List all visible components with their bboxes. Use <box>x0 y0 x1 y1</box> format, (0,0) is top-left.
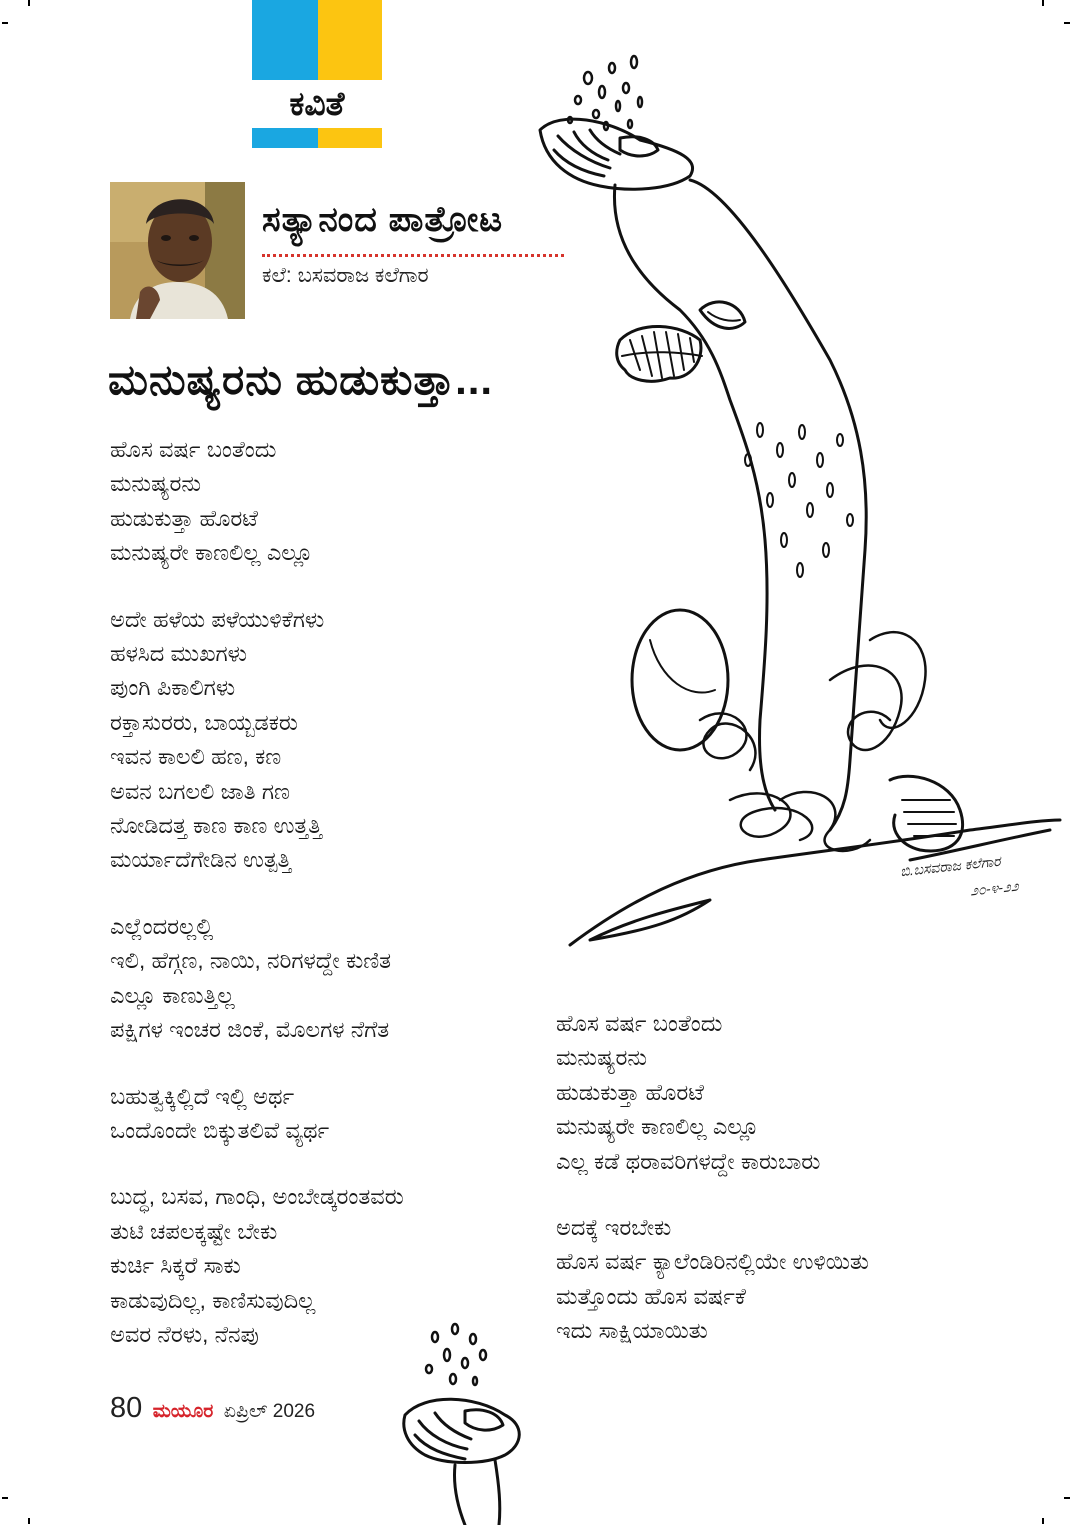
poem-line: ಹುಡುಕುತ್ತಾ ಹೊರಟೆ <box>556 1079 704 1105</box>
conch-illustration <box>395 1315 525 1525</box>
crop-mark <box>28 0 30 6</box>
poem-line: ಅದೇ ಹಳೆಯ ಪಳೆಯುಳಿಕೆಗಳು <box>110 606 325 632</box>
page-number: 80 <box>110 1392 143 1424</box>
stanza <box>556 1211 996 1349</box>
stanza <box>110 910 530 1048</box>
line-art-figure <box>530 40 1065 960</box>
poem-line: ಮನುಷ್ಯರೇ ಕಾಣಲಿಲ್ಲ ಎಲ್ಲೂ <box>556 1114 759 1140</box>
tab-blue-bar <box>252 128 318 148</box>
magazine-name: ಮಯೂರ <box>152 1401 214 1422</box>
poem-column-right <box>556 1007 996 1381</box>
section-tab <box>252 0 382 148</box>
poem-line: ಮನುಷ್ಯರನು <box>110 471 202 497</box>
poem-line: ಕಾಡುವುದಿಲ್ಲ, ಕಾಣಿಸುವುದಿಲ್ಲ <box>110 1287 316 1313</box>
artist-signature: ಬಿ.ಬಸವರಾಜ ಕಲೆಗಾರ <box>899 852 1002 880</box>
author-name: ಸತ್ಯಾನಂದ ಪಾತ್ರೋಟ <box>262 200 504 239</box>
poem-line: ಎಲ್ಲ ಕಡೆ ಥರಾವರಿಗಳದ್ದೇ ಕಾರುಬಾರು <box>556 1148 821 1174</box>
crop-mark <box>1042 1518 1044 1524</box>
crop-mark <box>1042 0 1044 6</box>
crop-mark <box>28 1518 30 1524</box>
poem-line: ತುಟಿ ಚಪಲಕ್ಕಷ್ಟೇ ಬೇಕು <box>110 1218 278 1244</box>
poem-line: ಮನುಷ್ಯರನು <box>556 1045 648 1071</box>
poem-line: ಅವನ ಬಗಲಲಿ ಜಾತಿ ಗಣ <box>110 778 290 804</box>
poem-line: ಹುಡುಕುತ್ತಾ ಹೊರಟೆ <box>110 505 258 531</box>
author-photo <box>110 182 245 319</box>
poem-line: ಕುರ್ಚಿ ಸಿಕ್ಕರೆ ಸಾಕು <box>110 1253 241 1279</box>
artist-credit: ಕಲೆ: ಬಸವರಾಜ ಕಲೆಗಾರ <box>262 264 429 287</box>
crop-mark <box>2 22 8 24</box>
conch-spray-icon <box>395 1315 525 1525</box>
poem-line: ಮರ್ಯಾದೆಗೇಡಿನ ಉತ್ಪತ್ತಿ <box>110 847 292 873</box>
poem-column-left <box>110 433 530 1384</box>
poem-line: ಪುಂಗಿ ಪಿಕಾಲಿಗಳು <box>110 675 236 701</box>
section-label: ಕವಿತೆ <box>289 85 345 122</box>
poem-line: ಹೊಸ ವರ್ಷ ಕ್ಯಾಲೆಂಡಿರಿನಲ್ಲಿಯೇ ಉಳಿಯಿತು <box>556 1249 869 1275</box>
poem-line: ಪಕ್ಷಿಗಳ ಇಂಚರ ಜಿಂಕೆ, ಮೊಲಗಳ ನೆಗೆತ <box>110 1017 390 1043</box>
poem-line: ರಕ್ತಾಸುರರು, ಬಾಯ್ಬಡಕರು <box>110 709 298 735</box>
poem-line: ಹಳಸಿದ ಮುಖಗಳು <box>110 641 248 667</box>
poem-line: ಹೊಸ ವರ್ಷ ಬಂತೆಂದು <box>110 437 277 462</box>
poem-line: ಮನುಷ್ಯರೇ ಕಾಣಲಿಲ್ಲ ಎಲ್ಲೂ <box>110 540 313 566</box>
poem-line: ಬಹುತ್ವಕ್ಕಿಲ್ಲಿದೆ ಇಲ್ಲಿ ಅರ್ಥ <box>110 1083 295 1109</box>
tab-yellow-block <box>318 0 382 80</box>
stanza <box>556 1007 996 1179</box>
issue-date: ಏಪ್ರಿಲ್ 2026 <box>223 1401 316 1422</box>
poem-line: ಅವರ ನೆರಳು, ನೆನಪು <box>110 1321 259 1347</box>
poem-title: ಮನುಷ್ಯರನು ಹುಡುಕುತ್ತಾ... <box>108 356 494 403</box>
poem-line: ಎಲ್ಲೂ ಕಾಣುತ್ತಿಲ್ಲ <box>110 982 235 1008</box>
poem-line: ಮತ್ತೊಂದು ಹೊಸ ವರ್ಷಕೆ <box>556 1283 746 1309</box>
artist-date: ೨೦-೪-೨೨ <box>969 877 1020 899</box>
author-divider <box>262 254 564 257</box>
tab-blue-block <box>252 0 318 80</box>
poem-line: ಇದು ಸಾಕ್ಷಿಯಾಯಿತು <box>556 1318 708 1344</box>
poem-line: ಇಲಿ, ಹೆಗ್ಗಣ, ನಾಯಿ, ನರಿಗಳದ್ದೇ ಕುಣಿತ <box>110 948 392 974</box>
author-portrait <box>110 182 245 319</box>
stanza <box>110 433 530 571</box>
crop-mark <box>2 1497 8 1499</box>
poem-illustration <box>530 40 1065 960</box>
poem-line: ಒಂದೊಂದೇ ಬಿಕ್ಕುತಲಿವೆ ವ್ಯರ್ಥ <box>110 1117 330 1143</box>
stanza <box>110 603 530 878</box>
poem-line: ಅದಕ್ಕೆ ಇರಬೇಕು <box>556 1215 672 1241</box>
crop-mark <box>1064 1497 1070 1499</box>
tab-yellow-bar <box>318 128 382 148</box>
poem-line: ಇವನ ಕಾಲಲಿ ಹಣ, ಕಣ <box>110 744 282 770</box>
stanza <box>110 1080 530 1149</box>
crop-mark <box>1064 22 1070 24</box>
poem-line: ನೋಡಿದತ್ತ ಕಾಣ ಕಾಣ ಉತ್ತತ್ತಿ <box>110 813 323 839</box>
poem-line: ಬುದ್ಧ, ಬಸವ, ಗಾಂಧಿ, ಅಂಬೇಡ್ಕರಂತವರು <box>110 1184 404 1210</box>
poem-line: ಹೊಸ ವರ್ಷ ಬಂತೆಂದು <box>556 1011 723 1036</box>
poem-line: ಎಲ್ಲೆಂದರಲ್ಲಲ್ಲಿ <box>110 913 214 939</box>
page-footer <box>110 1392 315 1428</box>
